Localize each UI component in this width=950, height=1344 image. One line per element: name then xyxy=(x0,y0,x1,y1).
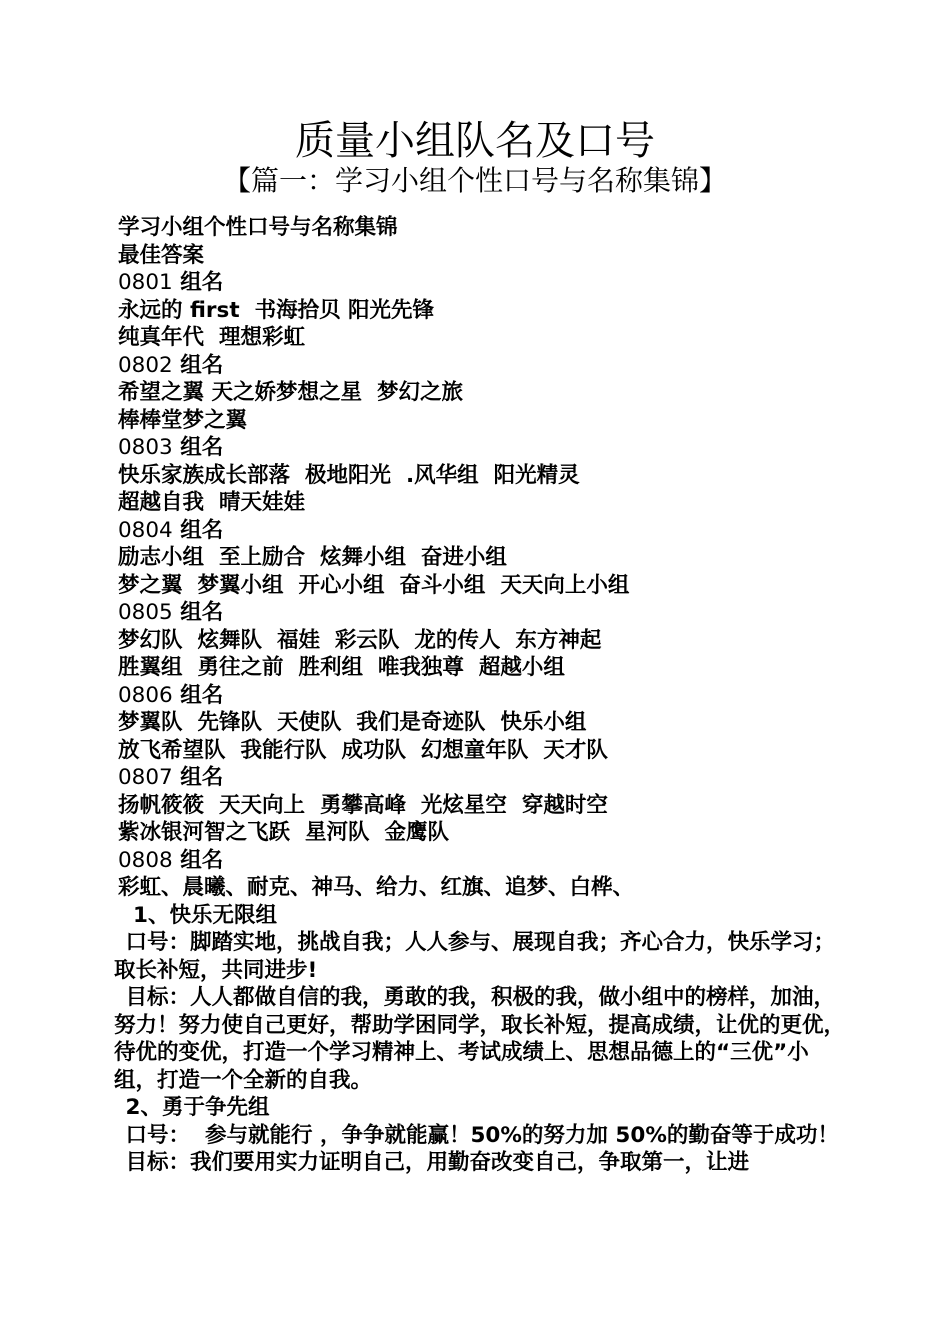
text-line: 学习小组个性口号与名称集锦 xyxy=(118,215,398,240)
group-number: 0804 xyxy=(118,517,173,543)
group-number: 0805 xyxy=(118,600,173,625)
group-word: 组名 xyxy=(172,847,224,873)
group-number: 0807 xyxy=(118,765,173,790)
document-body xyxy=(114,214,848,1177)
text-line: 梦之翼 梦翼小组 开心小组 奋斗小组 天天向上小组 xyxy=(118,572,630,598)
group-word: 组名 xyxy=(172,435,224,460)
text-line: 彩虹、晨曦、耐克、神马、给力、红旗、追梦、白桦、 xyxy=(118,875,635,900)
group-heading xyxy=(118,517,848,545)
group-heading xyxy=(118,599,848,627)
section-heading: 1、快乐无限组 xyxy=(118,902,277,928)
group-heading xyxy=(118,269,848,297)
text-line: 扬帆筱筱 天天向上 勇攀高峰 光炫星空 穿越时空 xyxy=(118,792,608,818)
slogan-paragraph: 口号： 参与就能行 ，争争就能赢！50%的努力加 50%的勤奋等于成功！ xyxy=(118,1122,839,1148)
group-number: 0803 xyxy=(118,435,173,460)
group-number: 0802 xyxy=(118,352,173,378)
text-line: 永远的 first 书海拾贝 阳光先锋 xyxy=(118,297,435,323)
text-line: 放飞希望队 我能行队 成功队 幻想童年队 天才队 xyxy=(118,737,608,763)
group-word: 组名 xyxy=(172,352,224,378)
text-line: 超越自我 晴天娃娃 xyxy=(118,490,305,515)
group-heading xyxy=(118,847,848,875)
group-heading xyxy=(118,352,848,380)
group-word: 组名 xyxy=(172,682,224,708)
text-line: 快乐家族成长部落 极地阳光 .风华组 阳光精灵 xyxy=(118,462,580,488)
slogan-paragraph: 口号：脚踏实地，挑战自我；人人参与、展现自我；齐心合力，快乐学习；取长补短，共同进步! xyxy=(114,930,836,983)
text-line: 最佳答案 xyxy=(118,242,205,268)
group-heading xyxy=(118,434,848,462)
text-line: 梦幻队 炫舞队 福娃 彩云队 龙的传人 东方神起 xyxy=(118,627,602,653)
section-heading: 2、勇于争先组 xyxy=(118,1095,270,1120)
group-number: 0806 xyxy=(118,682,173,708)
page-title: 质量小组队名及口号 xyxy=(295,118,655,164)
page-subtitle: 【篇一：学习小组个性口号与名称集锦】 xyxy=(222,164,727,197)
text-line: 胜翼组 勇往之前 胜利组 唯我独尊 超越小组 xyxy=(118,655,565,680)
text-line: 梦翼队 先锋队 天使队 我们是奇迹队 快乐小组 xyxy=(118,710,587,735)
group-number: 0808 xyxy=(118,847,173,873)
goal-paragraph: 目标：人人都做自信的我，勇敢的我，积极的我，做小组中的榜样，加油，努力！努力使自己更好，帮助学困同学，取长补短，提高成绩，让优的更优，待优的变优，打造一个学习精神上、考试成绩上、思想品德上的“三优”小组，打造一个全新的自我。 xyxy=(114,985,846,1093)
group-number: 0801 xyxy=(118,270,173,295)
group-word: 组名 xyxy=(172,765,224,790)
text-line: 棒棒堂梦之翼 xyxy=(118,407,248,433)
text-line: 纯真年代 理想彩虹 xyxy=(118,325,305,350)
group-heading xyxy=(118,682,848,710)
text-line: 希望之翼 天之娇梦想之星 梦幻之旅 xyxy=(118,380,463,405)
group-heading xyxy=(118,764,848,792)
text-line: 励志小组 至上励合 炫舞小组 奋进小组 xyxy=(118,545,507,570)
group-word: 组名 xyxy=(172,600,224,625)
group-word: 组名 xyxy=(172,270,224,295)
group-word: 组名 xyxy=(172,517,224,543)
goal-paragraph: 目标：我们要用实力证明自己，用勤奋改变自己，争取第一，让进 xyxy=(118,1150,750,1175)
text-line: 紫冰银河智之飞跃 星河队 金鹰队 xyxy=(118,820,449,845)
